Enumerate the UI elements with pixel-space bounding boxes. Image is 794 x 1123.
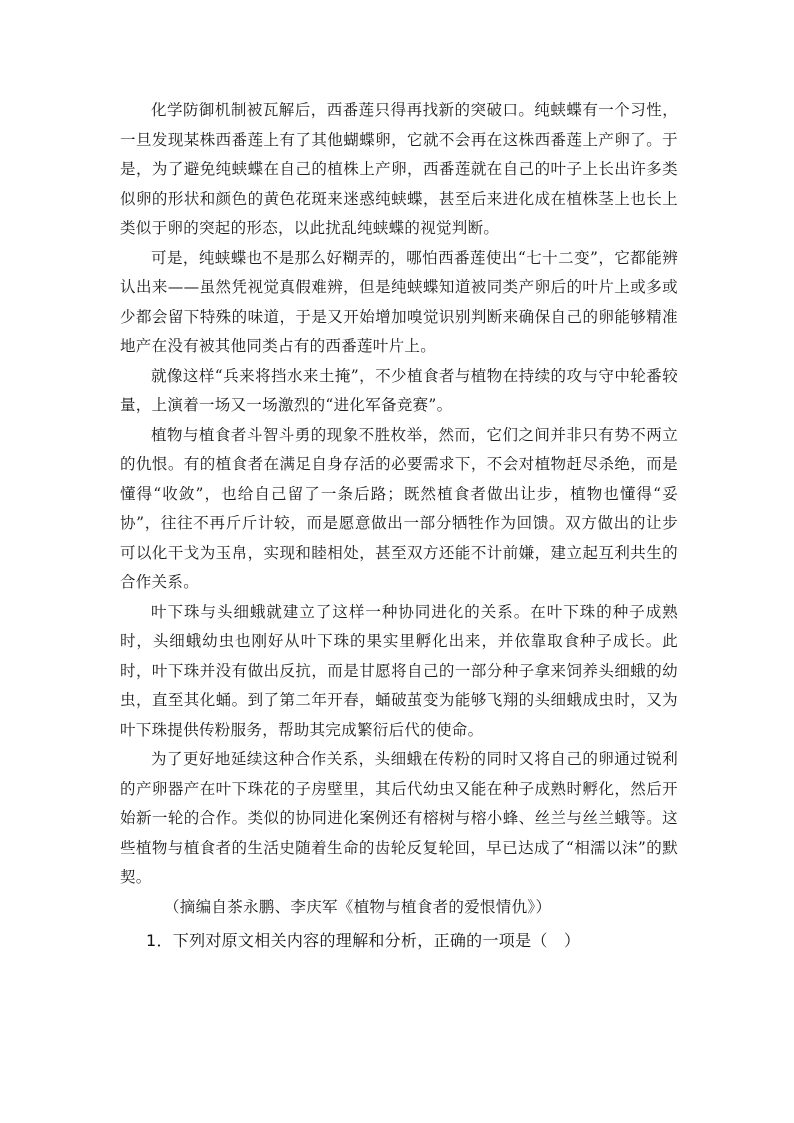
paragraph-3: 就像这样“兵来将挡水来土掩”，不少植食者与植物在持续的攻与守中轮番较量，上演着一场又一场激烈的“进化军备竞赛”。 xyxy=(120,366,678,414)
source-citation: （摘编自茶永鹏、李庆军《植物与植食者的爱恨情仇》） xyxy=(164,897,552,916)
paragraph-2: 可是，纯蛱蝶也不是那么好糊弄的，哪怕西番莲使出“七十二变”，它都能辨认出来——虽然凭视觉真假难辨，但是纯蛱蝶知道被同类产卵后的叶片上或多或少都会留下特殊的味道，于是又开始增加嗅觉识别判断来确保自己的卵能够精准地产在没有被其他同类占有的西番莲叶片上。 xyxy=(120,248,678,355)
paragraph-6: 为了更好地延续这种合作关系，头细蛾在传粉的同时又将自己的卵通过锐利的产卵器产在叶下珠花的子房壁里，其后代幼虫又能在种子成熟时孵化，然后开始新一轮的合作。类似的协同进化案例还有榕树与榕小蜂、丝兰与丝兰蛾等。这些植物与植食者的生活史随着生命的齿轮反复轮回，早已达成了“相濡以沫”的默契。 xyxy=(120,750,678,886)
paragraph-4: 植物与植食者斗智斗勇的现象不胜枚举，然而，它们之间并非只有势不两立的仇恨。有的植食者在满足自身存活的必要需求下，不会对植物赶尽杀绝，而是懂得“收敛”，也给自己留了一条后路；既然植食者做出让步，植物也懂得“妥协”，往往不再斤斤计较，而是愿意做出一部分牺牲作为回馈。双方做出的让步可以化干戈为玉帛，实现和睦相处，甚至双方还能不计前嫌，建立起互利共生的合作关系。 xyxy=(120,425,678,591)
question-1: 1．下列对原文相关内容的理解和分析，正确的一项是（ ） xyxy=(146,931,581,950)
paragraph-5: 叶下珠与头细蛾就建立了这样一种协同进化的关系。在叶下珠的种子成熟时，头细蛾幼虫也刚好从叶下珠的果实里孵化出来，并依靠取食种子成长。此时，叶下珠并没有做出反抗，而是甘愿将自己的一部分种子拿来饲养头细蛾的幼虫，直至其化蛹。到了第二年开春，蛹破茧变为能够飞翔的头细蛾成虫时，又为叶下珠提供传粉服务，帮助其完成繁衍后代的使命。 xyxy=(120,602,678,739)
document-page xyxy=(120,96,678,956)
paragraph-1: 化学防御机制被瓦解后，西番莲只得再找新的突破口。纯蛱蝶有一个习性，一旦发现某株西番莲上有了其他蝴蝶卵，它就不会再在这株西番莲上产卵了。于是，为了避免纯蛱蝶在自己的植株上产卵，西番莲就在自己的叶子上长出许多类似卵的形状和颜色的黄色花斑来迷惑纯蛱蝶，甚至后来进化成在植株茎上也长上类似于卵的突起的形态，以此扰乱纯蛱蝶的视觉判断。 xyxy=(120,101,678,237)
